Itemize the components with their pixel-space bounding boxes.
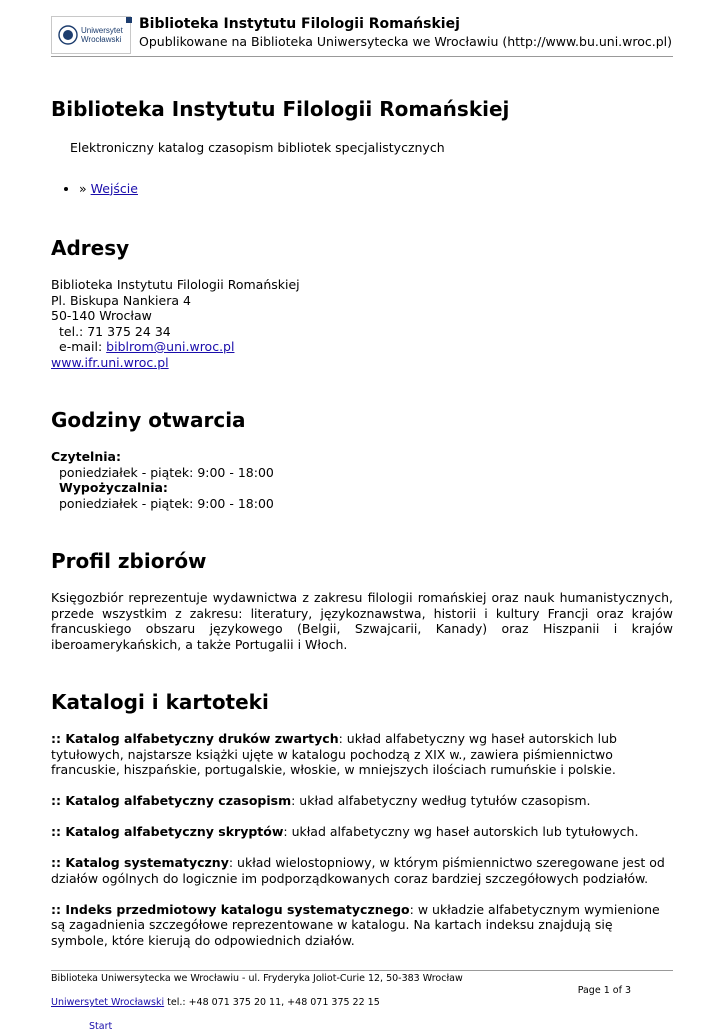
page-footer: [51, 970, 673, 1032]
section-heading: Adresy: [51, 236, 130, 260]
university-logo[interactable]: [51, 16, 131, 54]
entry-text: : układ alfabetyczny wg haseł autorskich lub tytułowych, najstarsze książki ujęte w katalogu pochodzą z XIX w., zawiera piśmiennictwo francuskie, hiszpańskie, portugalskie, włoskie, w mniejszych ilościach rumuńskie i polskie.: [51, 731, 617, 777]
university-link[interactable]: Uniwersytet Wrocławski: [51, 997, 165, 1008]
section-heading: Godziny otwarcia: [51, 408, 246, 432]
header-title: Biblioteka Instytutu Filologii Romańskiej: [139, 16, 460, 32]
email-link[interactable]: biblrom@uni.wroc.pl: [106, 339, 235, 354]
entry-text: : układ alfabetyczny według tytułów czasopism.: [291, 793, 591, 808]
footer-address: Biblioteka Uniwersytecka we Wrocławiu - ul. Fryderyka Joliot-Curie 12, 50-383 Wrocław: [51, 973, 463, 984]
logo-line1: Uniwersytet: [81, 26, 123, 35]
address-block: [51, 277, 673, 370]
section-godziny: [51, 407, 673, 511]
intro-text: Elektroniczny katalog czasopism bibliotek specjalistycznych: [70, 140, 445, 155]
page-header: [51, 14, 673, 57]
email-label: e-mail:: [59, 339, 107, 354]
footer-contact: [51, 997, 380, 1008]
catalog-entry: [51, 793, 673, 809]
entry-title: :: Katalog alfabetyczny druków zwartych: [51, 731, 339, 746]
footer-phones: tel.: +48 071 375 20 11, +48 071 375 22 15: [164, 997, 380, 1008]
wypozyczalnia-label: Wypożyczalnia:: [59, 480, 168, 495]
entry-title: :: Indeks przedmiotowy katalogu systematycznego: [51, 901, 410, 917]
profil-text: Księgozbiór reprezentuje wydawnictwa z zakresu filologii romańskiej oraz nauk humanistycznych, przede wszystkim z zakresu: literatury, językoznawstwa, historii i kultury Francji oraz krajów francuskiego obszaru językowego (Belgii, Szwajcarii, Kanady) oraz Hiszpanii i krajów iberoamerykańskich, a także Portugalii i Włoch.: [51, 590, 673, 652]
section-heading: Profil zbiorów: [51, 549, 207, 573]
catalog-entry: [51, 824, 673, 840]
main-content: [51, 96, 673, 964]
address-phone: tel.: 71 375 24 34: [59, 323, 171, 339]
page-title: Biblioteka Instytutu Filologii Romańskiej: [51, 97, 510, 121]
entry-text: : w układzie alfabetycznym wymienione są zagadnienia szczegółowe reprezentowane w katalogu. Na kartach indeksu znajdują się symbole, które kierują do odpowiednich działów.: [51, 901, 660, 948]
logo-corner-mark: [126, 17, 132, 23]
website-link[interactable]: www.ifr.uni.wroc.pl: [51, 354, 169, 370]
entry-title: :: Katalog alfabetyczny skryptów: [51, 824, 284, 839]
section-adresy: [51, 235, 673, 370]
section-heading: Katalogi i kartoteki: [51, 690, 269, 714]
entry-title: :: Katalog alfabetyczny czasopism: [51, 793, 292, 808]
wejscie-link[interactable]: Wejście: [90, 180, 138, 196]
university-seal-icon: [58, 25, 78, 45]
link-prefix: »: [79, 180, 91, 196]
entry-text: : układ wielostopniowy, w którym piśmiennictwo szeregowane jest od działów ogólnych do logicznie im podporządkowanych coraz bardziej szczegółowych podziałów.: [51, 855, 665, 886]
list-item: [79, 181, 673, 197]
link-list: [51, 181, 673, 197]
czytelnia-hours: poniedziałek - piątek: 9:00 - 18:00: [59, 464, 274, 480]
catalog-entry: [51, 731, 673, 778]
catalog-entry: [51, 902, 673, 949]
czytelnia-label: Czytelnia:: [51, 449, 121, 464]
entry-text: : układ alfabetyczny wg haseł autorskich lub tytułowych.: [283, 824, 639, 839]
address-email-row: [51, 339, 673, 355]
section-profil: [51, 548, 673, 652]
catalog-entry: [51, 855, 673, 886]
address-name: Biblioteka Instytutu Filologii Romańskiej: [51, 277, 300, 292]
header-subtitle: Opublikowane na Biblioteka Uniwersytecka we Wrocławiu (http://www.bu.uni.wroc.pl): [139, 34, 673, 49]
wypozyczalnia-hours: poniedziałek - piątek: 9:00 - 18:00: [59, 495, 274, 511]
section-katalogi: [51, 689, 673, 948]
address-city: 50-140 Wrocław: [51, 308, 152, 323]
page-number: Page 1 of 3: [577, 985, 631, 996]
entry-title: :: Katalog systematyczny: [51, 855, 229, 870]
address-street: Pl. Biskupa Nankiera 4: [51, 292, 191, 308]
logo-line2: Wrocławski: [81, 35, 122, 44]
footer-cut-link[interactable]: Start: [89, 1021, 113, 1032]
